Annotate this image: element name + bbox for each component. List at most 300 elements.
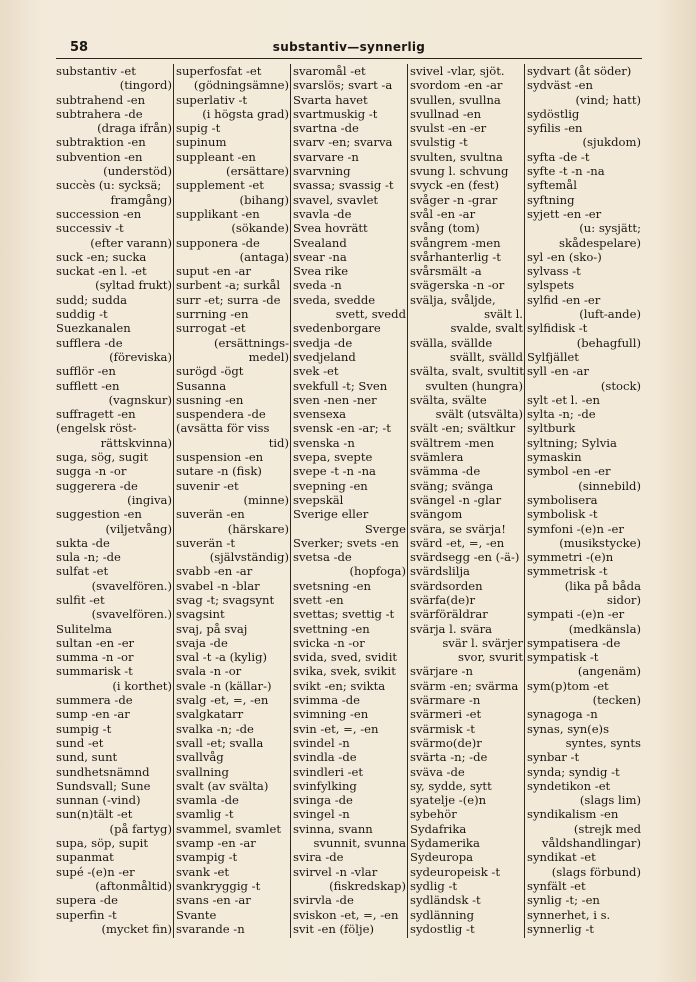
entry-line: svältrem -men (410, 435, 495, 450)
entry-line: svika, svek, svikit (293, 664, 396, 679)
column-5 (524, 64, 642, 938)
entry-line: sylta -n; -de (527, 407, 596, 422)
entry-line: svek -et (293, 364, 339, 379)
entry-line: symfoni -(e)n -er (527, 521, 624, 536)
entry-line: synagoga -n (527, 707, 598, 722)
entry-line: svåger -n -grar (410, 192, 498, 207)
entry-line: syltning; Sylvia (527, 435, 617, 450)
entry-line: sviskon -et, =, -en (293, 907, 399, 922)
entry-line: sveda -n (293, 278, 342, 293)
entry-line: svälta, svälte (410, 392, 487, 407)
entry-line: suverän -en (176, 507, 245, 522)
entry-line: sund -et (56, 735, 104, 750)
entry-line: sympatisera -de (527, 635, 621, 650)
entry-line: svettas; svettig -t (293, 607, 395, 622)
entry-line: syatelje -(e)n (410, 793, 487, 808)
entry-line: surbent -a; surkål (176, 278, 281, 293)
entry-line: syndikat -et (527, 850, 596, 865)
entry-continuation: (sinnebild) (578, 478, 641, 493)
entry-line: svavel, svavlet (293, 192, 379, 207)
entry-line: svepskäl (293, 492, 344, 507)
entry-line: svängom (410, 507, 463, 522)
entry-line: syl -en (sko-) (527, 249, 602, 264)
entry-line: sun(n)tält -et (56, 807, 133, 822)
entry-line: sylfidisk -t (527, 321, 588, 336)
entry-line: supponera -de (176, 235, 260, 250)
entry-continuation: (mycket fin) (101, 921, 172, 936)
entry-line: symbol -en -er (527, 464, 611, 479)
entry-continuation: (efter varann) (90, 235, 172, 250)
entry-line: svål -en -ar (410, 206, 476, 221)
entry-line: svägerska -n -or (410, 278, 505, 293)
entry-line: sump -en -ar (56, 707, 130, 722)
entry-line: svärfa(de)r (410, 592, 476, 607)
entry-continuation: (bihang) (239, 192, 289, 207)
entry-line: syjett -en -er (527, 206, 602, 221)
entry-continuation: (draga ifrån) (97, 121, 172, 136)
entry-line: svarande -n (176, 921, 245, 936)
entry-line: synbar -t (527, 750, 580, 765)
entry-line: sufflera -de (56, 335, 123, 350)
entry-line: Sverker; svets -en (293, 535, 399, 550)
entry-continuation: (behagfull) (576, 335, 641, 350)
entry-line: supa, söp, supit (56, 836, 149, 851)
entry-line: svin -et, =, -en (293, 721, 379, 736)
entry-line: svärd -et, =, -en (410, 535, 505, 550)
entry-line: svank -et (176, 864, 230, 879)
entry-line: Sundsvall; Sune (56, 778, 151, 793)
entry-continuation: (ersättnings- (213, 335, 289, 350)
entry-line: sylvass -t (527, 264, 581, 279)
entry-line: sydostlig -t (410, 921, 475, 936)
entry-line: svång (tom) (410, 221, 480, 236)
entry-line: surr -et; surra -de (176, 292, 281, 307)
entry-line: Svealand (293, 235, 347, 250)
entry-line: Sydamerika (410, 836, 480, 851)
entry-line: subvention -en (56, 149, 143, 164)
entry-line: susning -en (176, 392, 244, 407)
entry-line: svalgkatarr (176, 707, 244, 722)
entry-continuation: svunnit, svunna (313, 836, 406, 851)
entry-line: svans -en -ar (176, 893, 251, 908)
entry-line: Suezkanalen (56, 321, 131, 336)
entry-line: svung l. schvung (410, 164, 509, 179)
entry-line: svepe -t -n -na (293, 464, 376, 479)
entry-continuation: (ingiva) (127, 492, 172, 507)
entry-continuation: (antaga) (239, 249, 289, 264)
word-columns (56, 64, 642, 938)
entry-line: sutare -n (fisk) (176, 464, 262, 479)
entry-continuation: (hopfoga) (349, 564, 406, 579)
entry-line: sybehör (410, 807, 457, 822)
entry-line: sundhetsnämnd (56, 764, 150, 779)
entry-line: sydvart (åt söder) (527, 64, 632, 78)
entry-line: svullnad -en (410, 106, 482, 121)
entry-line: sumpig -t (56, 721, 112, 736)
entry-line: suspension -en (176, 450, 264, 465)
entry-continuation: (minne) (243, 492, 289, 507)
entry-line: svulten, svultna (410, 149, 503, 164)
entry-continuation: (sjukdom) (582, 135, 641, 150)
entry-line: supplikant -en (176, 206, 260, 221)
entry-continuation: (luft-ande) (579, 307, 641, 322)
entry-continuation: (gödningsämne) (193, 78, 289, 93)
entry-line: svälja, svåljde, (410, 292, 496, 307)
entry-line: svedenborgare (293, 321, 381, 336)
entry-line: suput -en -ar (176, 264, 251, 279)
entry-continuation: (på fartyg) (109, 821, 172, 836)
entry-continuation: (härskare) (227, 521, 289, 536)
entry-line: svälta, svalt, svultit (410, 364, 524, 379)
entry-line: syltburk (527, 421, 576, 436)
entry-line: sula -n; -de (56, 550, 121, 565)
entry-line: sunnan (-vind) (56, 793, 141, 808)
entry-line: suck -en; sucka (56, 249, 147, 264)
entry-continuation: svor, svurit (458, 650, 523, 665)
entry-line: symbolisk -t (527, 507, 598, 522)
entry-continuation: (slags förbund) (551, 864, 641, 879)
entry-line: symaskin (527, 450, 582, 465)
entry-line: sylspets (527, 278, 575, 293)
entry-continuation: svett, svedd (335, 307, 406, 322)
entry-line: svindel -n (293, 735, 350, 750)
entry-line: supanmat (56, 850, 114, 865)
entry-line: svear -na (293, 249, 347, 264)
entry-continuation: (slags lim) (579, 793, 641, 808)
entry-line: svärföräldrar (410, 607, 488, 622)
entry-line: supinum (176, 135, 227, 150)
entry-continuation: (angenäm) (577, 664, 641, 679)
entry-line: sympati -(e)n -er (527, 607, 625, 622)
entry-line: sydlänning (410, 907, 475, 922)
entry-line: symbolisera (527, 492, 598, 507)
entry-line: svimning -en (293, 707, 369, 722)
entry-line: Svarta havet (293, 92, 368, 107)
entry-line: svassa; svassig -t (293, 178, 394, 193)
entry-line: svångrem -men (410, 235, 501, 250)
entry-line: svagsint (176, 607, 225, 622)
entry-line: svindla -de (293, 750, 357, 765)
entry-line: sund, sunt (56, 750, 118, 765)
entry-line: surrogat -et (176, 321, 246, 336)
entry-line: succession -en (56, 206, 142, 221)
entry-continuation: (fiskredskap) (329, 878, 406, 893)
entry-line: sulfat -et (56, 564, 109, 579)
entry-line: svaromål -et (293, 64, 366, 78)
entry-line: Sulitelma (56, 621, 112, 636)
entry-line: sväva -de (410, 764, 465, 779)
entry-line: svårhanterlig -t (410, 249, 501, 264)
entry-line: subtrahera -de (56, 106, 143, 121)
entry-continuation: (medkänsla) (568, 621, 641, 636)
entry-line: superfin -t (56, 907, 117, 922)
entry-line: svärm -en; svärma (410, 678, 519, 693)
entry-line: sulfit -et (56, 592, 105, 607)
entry-continuation: (svavelfören.) (91, 607, 172, 622)
entry-line: suggerera -de (56, 478, 138, 493)
entry-line: sydväst -en (527, 78, 593, 93)
entry-line: Sydafrika (410, 821, 467, 836)
entry-line: svämma -de (410, 464, 481, 479)
entry-continuation: (tecken) (592, 693, 641, 708)
column-4 (407, 64, 524, 938)
entry-line: svärta -n; -de (410, 750, 488, 765)
entry-line: supplement -et (176, 178, 264, 193)
entry-line: sultan -en -er (56, 635, 135, 650)
entry-line: svalt (av svälta) (176, 778, 269, 793)
entry-line: svära, se svärja! (410, 521, 506, 536)
entry-line: symmetri -(e)n (527, 550, 614, 565)
entry-line: subtrahend -en (56, 92, 146, 107)
entry-line: suddig -t (56, 307, 108, 322)
entry-line: sukta -de (56, 535, 110, 550)
entry-continuation: (understöd) (103, 164, 172, 179)
entry-line: synda; syndig -t (527, 764, 620, 779)
entry-line: Svante (176, 907, 217, 922)
entry-line: sydöstlig (527, 106, 580, 121)
entry-line: svärdslilja (410, 564, 470, 579)
entry-line: svensk -en -ar; -t (293, 421, 391, 436)
entry-line: svale -n (källar-) (176, 678, 272, 693)
entry-continuation: (vind; hatt) (575, 92, 641, 107)
column-3 (290, 64, 407, 938)
entry-continuation: (vagnskur) (108, 392, 172, 407)
entry-line: synnerhet, i s. (527, 907, 611, 922)
entry-line: svalka -n; -de (176, 721, 254, 736)
entry-line: sveda, svedde (293, 292, 376, 307)
entry-line: svimma -de (293, 693, 360, 708)
entry-line: svepa, svepte (293, 450, 373, 465)
entry-continuation: medel) (248, 349, 289, 364)
entry-line: svetsa -de (293, 550, 352, 565)
entry-line: suga, sög, sugit (56, 450, 149, 465)
entry-continuation: svält l. (484, 307, 523, 322)
entry-line: svingel -n (293, 807, 350, 822)
entry-line: svulst -en -er (410, 121, 487, 136)
entry-line: svaj, på svaj (176, 621, 248, 636)
entry-continuation: (viljetvång) (105, 521, 172, 536)
entry-line: suverän -t (176, 535, 236, 550)
entry-continuation: (musikstycke) (559, 535, 641, 550)
entry-line: svarvning (293, 164, 351, 179)
entry-line: syfilis -en (527, 121, 583, 136)
entry-line: superlativ -t (176, 92, 248, 107)
entry-line: sugga -n -or (56, 464, 127, 479)
entry-line: substantiv -et (56, 64, 136, 78)
entry-line: svensexa (293, 407, 347, 422)
entry-continuation: (lika på båda (564, 578, 641, 593)
entry-continuation: (u: sysjätt; (579, 221, 641, 236)
entry-line: sväng; svänga (410, 478, 494, 493)
entry-line: svärmo(de)r (410, 735, 482, 750)
entry-line: svirvla -de (293, 893, 354, 908)
entry-continuation: (självständig) (209, 550, 289, 565)
entry-line: syfta -de -t (527, 149, 590, 164)
entry-line: svira -de (293, 850, 344, 865)
entry-line: synfält -et (527, 878, 586, 893)
entry-line: suckat -en l. -et (56, 264, 147, 279)
entry-line: svag -t; svagsynt (176, 592, 275, 607)
entry-line: surögd -ögt (176, 364, 244, 379)
column-2 (173, 64, 290, 938)
entry-line: svampig -t (176, 850, 238, 865)
entry-line: svetsning -en (293, 578, 371, 593)
entry-continuation: rättskvinna) (100, 435, 172, 450)
entry-line: Svea hovrätt (293, 221, 368, 236)
entry-line: syftemål (527, 178, 577, 193)
entry-line: sudd; sudda (56, 292, 128, 307)
entry-line: svammel, svamlet (176, 821, 281, 836)
entry-line: svyck -en (fest) (410, 178, 499, 193)
entry-line: svindleri -et (293, 764, 364, 779)
entry-continuation: (svavelfören.) (91, 578, 172, 593)
entry-continuation: (stock) (600, 378, 641, 393)
entry-line: svallvåg (176, 750, 224, 765)
entry-line: svartmuskig -t (293, 106, 378, 121)
entry-line: svett -en (293, 592, 344, 607)
entry-line: svankryggig -t (176, 878, 261, 893)
entry-line: synas, syn(e)s (527, 721, 610, 736)
entry-line: svämlera (410, 450, 464, 465)
entry-line: syndetikon -et (527, 778, 611, 793)
entry-continuation: (aftonmåltid) (95, 878, 172, 893)
entry-line: svavla -de (293, 206, 352, 221)
entry-line: svärmeri -et (410, 707, 482, 722)
entry-line: svarv -en; svarva (293, 135, 393, 150)
entry-continuation: svällt, svälld (449, 349, 523, 364)
entry-continuation: (sökande) (231, 221, 289, 236)
entry-line: svicka -n -or (293, 635, 365, 650)
entry-line: svamp -en -ar (176, 836, 256, 851)
entry-line: surrning -en (176, 307, 249, 322)
entry-line: summera -de (56, 693, 133, 708)
entry-line: svinfylking (293, 778, 357, 793)
entry-line: svala -n -or (176, 664, 242, 679)
entry-line: sufflett -en (56, 378, 120, 393)
entry-line: svedjeland (293, 349, 356, 364)
entry-line: svit -en (följe) (293, 921, 374, 936)
entry-line: svälla, svällde (410, 335, 493, 350)
entry-line: synlig -t; -en (527, 893, 600, 908)
entry-line: svärja l. svära (410, 621, 493, 636)
entry-line: svettning -en (293, 621, 370, 636)
entry-line: svinga -de (293, 793, 353, 808)
entry-line: sym(p)tom -et (527, 678, 609, 693)
entry-continuation: sidor) (606, 592, 641, 607)
entry-line: sylfid -en -er (527, 292, 601, 307)
entry-continuation: svalde, svalt (450, 321, 523, 336)
entry-continuation: framgång) (110, 192, 172, 207)
entry-line: sydländsk -t (410, 893, 481, 908)
entry-line: svängel -n -glar (410, 492, 502, 507)
entry-line: supera -de (56, 893, 119, 908)
entry-line: svamla -de (176, 793, 239, 808)
entry-line: sydeuropeisk -t (410, 864, 500, 879)
entry-line: suffragett -en (56, 407, 136, 422)
entry-line: supig -t (176, 121, 221, 136)
entry-line: sy, sydde, sytt (410, 778, 492, 793)
entry-line: svält -en; svältkur (410, 421, 516, 436)
entry-line: Sverige eller (293, 507, 369, 522)
entry-line: svarslös; svart -a (293, 78, 393, 93)
entry-line: summarisk -t (56, 664, 133, 679)
entry-line: svabel -n -blar (176, 578, 260, 593)
entry-continuation: skådespelare) (559, 235, 641, 250)
entry-line: sydlig -t (410, 878, 458, 893)
entry-line: svulstig -t (410, 135, 468, 150)
entry-line: summa -n -or (56, 650, 134, 665)
entry-continuation: svulten (hungra) (425, 378, 523, 393)
entry-line: svärdsegg -en (-ä-) (410, 550, 520, 565)
entry-continuation: Sverge (364, 521, 406, 536)
entry-line: svabb -en -ar (176, 564, 253, 579)
entry-line: svärjare -n (410, 664, 473, 679)
entry-line: svinna, svann (293, 821, 373, 836)
entry-continuation: (tingord) (119, 78, 172, 93)
entry-line: svärdsorden (410, 578, 483, 593)
entry-line: successiv -t (56, 221, 124, 236)
entry-line: svivel -vlar, sjöt. (410, 64, 505, 78)
entry-line: symmetrisk -t (527, 564, 608, 579)
entry-line: syfte -t -n -na (527, 164, 605, 179)
entry-line: svida, sved, svidit (293, 650, 398, 665)
entry-line: suspendera -de (176, 407, 266, 422)
entry-line: svartna -de (293, 121, 359, 136)
column-1 (56, 64, 173, 938)
entry-line: suggestion -en (56, 507, 142, 522)
entry-line: suppleant -en (176, 149, 256, 164)
entry-line: svärmare -n (410, 693, 481, 708)
entry-line: svirvel -n -vlar (293, 864, 378, 879)
entry-continuation: tid) (268, 435, 289, 450)
entry-continuation: (föreviska) (109, 349, 172, 364)
page-header (56, 38, 642, 59)
entry-line: svall -et; svalla (176, 735, 264, 750)
entry-continuation: (strejk med (573, 821, 641, 836)
entry-line: svepning -en (293, 478, 368, 493)
entry-line: suvenir -et (176, 478, 239, 493)
entry-line: svalg -et, =, -en (176, 693, 269, 708)
entry-line: synnerlig -t (527, 921, 594, 936)
entry-continuation: (syltad frukt) (95, 278, 172, 293)
entry-line: svullen, svullna (410, 92, 501, 107)
entry-line: succès (u: sycksä; (56, 178, 162, 193)
entry-continuation: våldshandlingar) (541, 836, 641, 851)
entry-line: svaja -de (176, 635, 228, 650)
entry-line: (avsätta för viss (176, 421, 270, 436)
entry-line: svallning (176, 764, 229, 779)
entry-line: svamlig -t (176, 807, 234, 822)
entry-continuation: (ersättare) (226, 164, 289, 179)
entry-line: Svea rike (293, 264, 349, 279)
entry-line: syndikalism -en (527, 807, 619, 822)
entry-line: svårsmält -a (410, 264, 482, 279)
entry-line: svekfull -t; Sven (293, 378, 388, 393)
entry-line: Sydeuropa (410, 850, 474, 865)
page-number: 58 (70, 40, 89, 55)
entry-continuation: (i korthet) (112, 678, 172, 693)
entry-line: sympatisk -t (527, 650, 599, 665)
entry-continuation: svält (utsvälta) (435, 407, 523, 422)
entry-line: sven -nen -ner (293, 392, 377, 407)
entry-line: svenska -n (293, 435, 355, 450)
entry-line: (engelsk röst- (56, 421, 137, 436)
entry-line: syll -en -ar (527, 364, 589, 379)
entry-line: Susanna (176, 378, 227, 393)
entry-line: svarvare -n (293, 149, 359, 164)
entry-line: svedja -de (293, 335, 353, 350)
entry-line: svikt -en; svikta (293, 678, 386, 693)
